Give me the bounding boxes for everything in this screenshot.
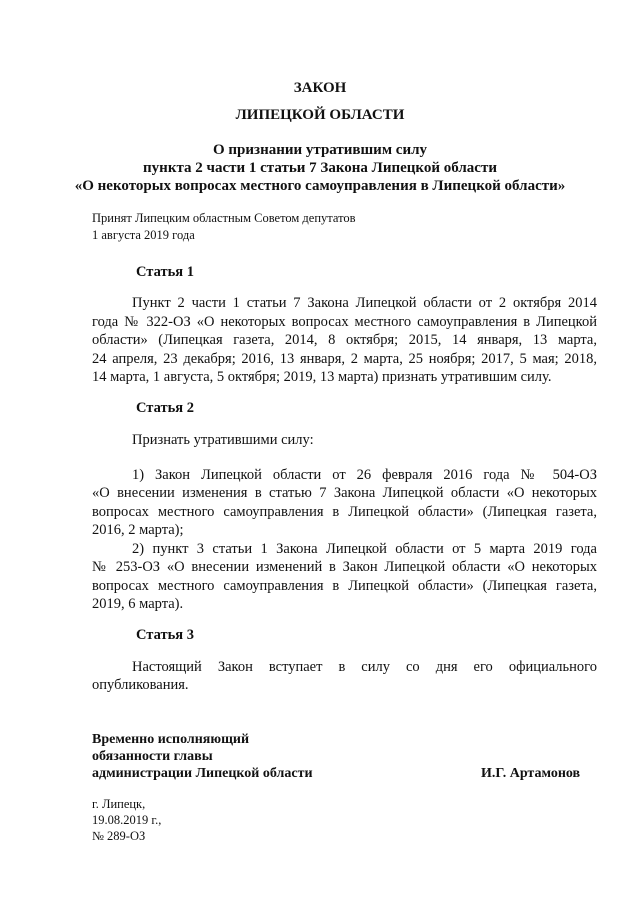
- region-heading: ЛИПЕЦКОЙ ОБЛАСТИ: [235, 107, 405, 123]
- article-1-line: года № 322-ОЗ «О некоторых вопросах местного самоуправления в Липецкой: [92, 314, 597, 330]
- article-3-line: Настоящий Закон вступает в силу со дня его официального: [132, 659, 597, 675]
- law-title-line-1: О признании утратившим силу: [213, 142, 427, 158]
- article-1-line: 14 марта, 1 августа, 5 октября; 2019, 13 марта) признать утратившим силу.: [92, 369, 552, 385]
- signatory-position-line: обязанности главы: [92, 749, 213, 764]
- article-2-item-2-line: № 253-ОЗ «О внесении изменений в Закон Липецкой области «О некоторых: [92, 559, 597, 575]
- adoption-authority: Принят Липецким областным Советом депутатов: [92, 211, 356, 225]
- article-2-item-1-line: 2016, 2 марта);: [92, 522, 184, 538]
- signatory-position-line: администрации Липецкой области: [92, 766, 313, 781]
- article-2-item-1-line: вопросах местного самоуправления в Липецкой области» (Липецкая газета,: [92, 504, 597, 520]
- article-2-item-1-line: 1) Закон Липецкой области от 26 февраля 2016 года № 504-ОЗ: [132, 467, 597, 483]
- law-type-heading: ЗАКОН: [293, 80, 347, 96]
- signatory-position-line: Временно исполняющий: [92, 732, 250, 747]
- article-1-line: области» (Липецкая газета, 2014, 8 октября; 2015, 14 января, 13 марта,: [92, 332, 597, 348]
- article-2-item-2-line: 2019, 6 марта).: [92, 596, 184, 612]
- law-title-line-3: «О некоторых вопросах местного самоуправления в Липецкой области»: [74, 178, 566, 194]
- article-2-intro: Признать утратившими силу:: [132, 432, 314, 448]
- article-2-item-1-line: «О внесении изменения в статью 7 Закона Липецкой области «О некоторых: [92, 485, 597, 501]
- adoption-date: 1 августа 2019 года: [92, 228, 195, 242]
- article-2-heading: Статья 2: [136, 400, 194, 416]
- law-title-line-2: пункта 2 части 1 статьи 7 Закона Липецкой области: [143, 160, 497, 176]
- article-1-line: 24 апреля, 23 декабря; 2016, 13 января, 2 марта, 25 ноября; 2017, 5 мая; 2018,: [92, 351, 597, 367]
- article-2-item-2-line: 2) пункт 3 статьи 1 Закона Липецкой области от 5 марта 2019 года: [132, 541, 597, 557]
- article-2-item-2-line: вопросах местного самоуправления в Липецкой области» (Липецкая газета,: [92, 578, 597, 594]
- article-3-heading: Статья 3: [136, 627, 194, 643]
- footer-date: 19.08.2019 г.,: [92, 813, 162, 827]
- article-1-line: Пункт 2 части 1 статьи 7 Закона Липецкой области от 2 октября 2014: [132, 295, 597, 311]
- footer-city: г. Липецк,: [92, 797, 146, 811]
- article-3-line: опубликования.: [92, 677, 189, 693]
- footer-law-number: № 289-ОЗ: [92, 829, 146, 843]
- article-1-heading: Статья 1: [136, 264, 194, 280]
- signatory-name: И.Г. Артамонов: [481, 766, 581, 781]
